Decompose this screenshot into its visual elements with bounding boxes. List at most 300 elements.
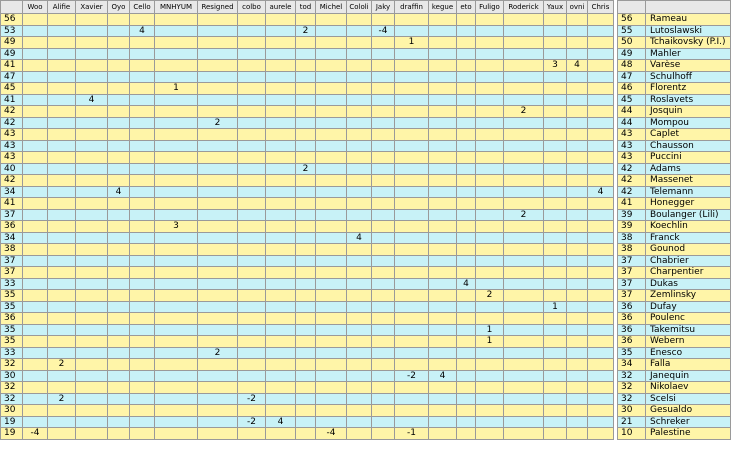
vote-cell — [48, 290, 76, 302]
vote-cell — [588, 428, 614, 440]
vote-cell — [48, 255, 76, 267]
vote-cell — [76, 209, 108, 221]
vote-cell — [372, 428, 395, 440]
vote-cell — [567, 301, 588, 313]
ranking-row — [618, 163, 731, 175]
vote-cell — [23, 405, 48, 417]
total-score-cell: 42 — [618, 186, 646, 198]
vote-cell — [347, 175, 372, 187]
vote-cell — [76, 359, 108, 371]
vote-cell — [429, 267, 457, 279]
vote-cell — [23, 198, 48, 210]
vote-cell — [588, 359, 614, 371]
vote-cell — [395, 129, 429, 141]
vote-cell — [347, 244, 372, 256]
vote-cell — [108, 37, 130, 49]
vote-cell — [266, 106, 296, 118]
vote-cell — [130, 14, 155, 26]
base-score-cell: 30 — [1, 405, 23, 417]
composer-name-cell: Dukas — [646, 278, 731, 290]
vote-cell — [155, 60, 198, 72]
vote-cell — [130, 209, 155, 221]
base-score-cell: 33 — [1, 347, 23, 359]
composer-name-cell: Lutoslawski — [646, 25, 731, 37]
vote-cell — [238, 313, 266, 325]
vote-cell — [238, 324, 266, 336]
vote-cell — [76, 71, 108, 83]
vote-cell — [372, 209, 395, 221]
vote-cell — [544, 255, 567, 267]
column-header: aurele — [266, 1, 296, 14]
ranking-row — [618, 301, 731, 313]
vote-cell — [76, 416, 108, 428]
vote-cell — [588, 209, 614, 221]
vote-cell — [316, 48, 347, 60]
vote-cell — [48, 129, 76, 141]
vote-cell — [130, 37, 155, 49]
vote-cell — [567, 163, 588, 175]
vote-cell — [395, 25, 429, 37]
total-score-cell: 21 — [618, 416, 646, 428]
vote-cell — [130, 290, 155, 302]
vote-cell: 2 — [48, 393, 76, 405]
vote-cell — [155, 244, 198, 256]
table-row — [1, 405, 614, 417]
vote-cell — [504, 25, 544, 37]
table-row — [1, 221, 614, 233]
vote-cell — [130, 186, 155, 198]
header-corner — [1, 1, 23, 14]
vote-cell — [266, 255, 296, 267]
vote-cell — [130, 198, 155, 210]
vote-cell — [130, 117, 155, 129]
vote-cell — [544, 405, 567, 417]
vote-cell — [395, 60, 429, 72]
vote-cell — [198, 278, 238, 290]
vote-cell — [372, 48, 395, 60]
vote-cell — [457, 209, 476, 221]
vote-cell — [296, 117, 316, 129]
table-row — [1, 359, 614, 371]
composer-name-cell: Mahler — [646, 48, 731, 60]
vote-cell — [198, 71, 238, 83]
vote-cell — [316, 313, 347, 325]
vote-cell — [429, 106, 457, 118]
vote-cell — [457, 267, 476, 279]
vote-cell — [347, 37, 372, 49]
vote-cell — [296, 83, 316, 95]
vote-cell — [108, 71, 130, 83]
composer-name-cell: Varèse — [646, 60, 731, 72]
vote-cell — [198, 106, 238, 118]
vote-cell — [296, 290, 316, 302]
vote-cell — [23, 255, 48, 267]
vote-cell — [567, 324, 588, 336]
vote-cell — [544, 290, 567, 302]
vote-cell — [544, 106, 567, 118]
vote-cell — [108, 25, 130, 37]
vote-cell — [372, 117, 395, 129]
vote-cell — [504, 370, 544, 382]
composer-name-cell: Schreker — [646, 416, 731, 428]
vote-cell — [544, 359, 567, 371]
vote-cell — [395, 106, 429, 118]
vote-cell — [76, 313, 108, 325]
base-score-cell: 35 — [1, 324, 23, 336]
base-score-cell: 42 — [1, 117, 23, 129]
vote-cell — [347, 106, 372, 118]
vote-cell: 1 — [395, 37, 429, 49]
vote-cell: -2 — [395, 370, 429, 382]
table-row — [1, 324, 614, 336]
vote-cell — [296, 405, 316, 417]
base-score-cell: 43 — [1, 140, 23, 152]
vote-cell — [567, 48, 588, 60]
vote-cell — [588, 37, 614, 49]
vote-cell — [588, 290, 614, 302]
vote-cell — [108, 106, 130, 118]
vote-cell — [130, 48, 155, 60]
table-row — [1, 428, 614, 440]
vote-cell — [476, 244, 504, 256]
vote-cell — [316, 255, 347, 267]
vote-cell — [266, 37, 296, 49]
table-row — [1, 106, 614, 118]
vote-cell — [347, 336, 372, 348]
vote-cell — [76, 117, 108, 129]
vote-cell — [347, 313, 372, 325]
base-score-cell: 42 — [1, 175, 23, 187]
vote-cell — [504, 244, 544, 256]
vote-cell — [48, 416, 76, 428]
total-score-cell: 36 — [618, 324, 646, 336]
vote-cell — [457, 25, 476, 37]
vote-cell — [316, 14, 347, 26]
vote-cell — [544, 221, 567, 233]
vote-cell — [198, 129, 238, 141]
vote-cell — [108, 94, 130, 106]
vote-cell — [372, 129, 395, 141]
vote-cell — [429, 152, 457, 164]
vote-cell — [238, 198, 266, 210]
vote-cell — [567, 94, 588, 106]
vote-cell — [588, 152, 614, 164]
table-row — [1, 278, 614, 290]
vote-cell — [504, 267, 544, 279]
vote-cell — [429, 255, 457, 267]
composer-name-cell: Koechlin — [646, 221, 731, 233]
vote-cell: 2 — [198, 347, 238, 359]
vote-cell — [266, 267, 296, 279]
vote-cell — [429, 232, 457, 244]
vote-cell — [347, 117, 372, 129]
vote-cell — [266, 382, 296, 394]
vote-cell — [266, 140, 296, 152]
ranking-row — [618, 255, 731, 267]
composer-name-cell: Rameau — [646, 14, 731, 26]
vote-cell — [476, 370, 504, 382]
ranking-row — [618, 370, 731, 382]
column-header: Cello — [130, 1, 155, 14]
vote-cell — [238, 175, 266, 187]
vote-cell — [296, 301, 316, 313]
vote-cell — [457, 428, 476, 440]
vote-cell — [130, 140, 155, 152]
vote-cell — [395, 117, 429, 129]
vote-cell — [155, 14, 198, 26]
vote-cell — [296, 14, 316, 26]
vote-cell — [296, 129, 316, 141]
vote-cell — [130, 94, 155, 106]
vote-cell — [266, 405, 296, 417]
vote-cell — [316, 71, 347, 83]
vote-cell — [429, 175, 457, 187]
vote-cell — [155, 25, 198, 37]
ranking-row — [618, 106, 731, 118]
vote-cell — [567, 14, 588, 26]
vote-cell — [296, 347, 316, 359]
vote-cell: -4 — [316, 428, 347, 440]
vote-cell — [23, 209, 48, 221]
composer-name-cell: Franck — [646, 232, 731, 244]
table-row — [1, 48, 614, 60]
vote-cell — [76, 186, 108, 198]
vote-cell — [238, 106, 266, 118]
composer-name-cell: Josquin — [646, 106, 731, 118]
base-score-cell: 33 — [1, 278, 23, 290]
vote-cell — [457, 393, 476, 405]
vote-cell — [476, 393, 504, 405]
vote-cell — [372, 244, 395, 256]
vote-cell — [238, 25, 266, 37]
vote-cell — [296, 94, 316, 106]
base-score-cell: 42 — [1, 106, 23, 118]
vote-cell — [23, 278, 48, 290]
vote-cell — [429, 301, 457, 313]
ranking-header-cell — [618, 1, 646, 14]
vote-cell — [316, 416, 347, 428]
vote-cell — [76, 232, 108, 244]
vote-cell — [476, 71, 504, 83]
vote-cell — [588, 198, 614, 210]
base-score-cell: 37 — [1, 267, 23, 279]
vote-cell — [23, 370, 48, 382]
vote-cell — [567, 140, 588, 152]
vote-cell — [155, 48, 198, 60]
vote-cell: 2 — [476, 290, 504, 302]
vote-cell — [544, 163, 567, 175]
vote-cell — [48, 94, 76, 106]
vote-cell — [476, 313, 504, 325]
base-score-cell: 49 — [1, 37, 23, 49]
vote-cell — [296, 37, 316, 49]
ranking-row — [618, 278, 731, 290]
vote-cell — [372, 232, 395, 244]
vote-cell — [347, 60, 372, 72]
vote-cell: 3 — [155, 221, 198, 233]
composer-name-cell: Caplet — [646, 129, 731, 141]
base-score-cell: 43 — [1, 129, 23, 141]
vote-cell — [504, 129, 544, 141]
vote-cell — [23, 117, 48, 129]
vote-cell — [198, 152, 238, 164]
vote-cell — [76, 382, 108, 394]
vote-cell — [23, 60, 48, 72]
vote-cell — [429, 336, 457, 348]
composer-name-cell: Roslavets — [646, 94, 731, 106]
vote-cell — [155, 336, 198, 348]
vote-cell — [48, 198, 76, 210]
vote-cell — [429, 313, 457, 325]
vote-cell — [266, 198, 296, 210]
vote-cell — [48, 267, 76, 279]
vote-cell — [372, 71, 395, 83]
vote-cell — [372, 106, 395, 118]
vote-cell: 2 — [504, 106, 544, 118]
vote-cell — [429, 209, 457, 221]
vote-cell — [429, 14, 457, 26]
vote-cell: 2 — [296, 25, 316, 37]
vote-cell — [238, 301, 266, 313]
vote-cell — [347, 324, 372, 336]
vote-cell — [23, 129, 48, 141]
vote-cell — [76, 336, 108, 348]
column-header: Cololi — [347, 1, 372, 14]
composer-name-cell: Falla — [646, 359, 731, 371]
ranking-row — [618, 221, 731, 233]
vote-cell — [316, 244, 347, 256]
vote-cell — [372, 163, 395, 175]
vote-cell — [48, 209, 76, 221]
vote-cell — [130, 336, 155, 348]
vote-cell: 2 — [48, 359, 76, 371]
vote-cell — [23, 71, 48, 83]
vote-cell — [296, 416, 316, 428]
vote-cell — [395, 382, 429, 394]
table-row — [1, 175, 614, 187]
vote-cell — [504, 117, 544, 129]
vote-cell — [316, 336, 347, 348]
composer-name-cell: Florentz — [646, 83, 731, 95]
vote-cell — [372, 14, 395, 26]
vote-cell — [476, 175, 504, 187]
base-score-cell: 36 — [1, 313, 23, 325]
table-row — [1, 255, 614, 267]
vote-cell — [296, 393, 316, 405]
vote-cell — [76, 129, 108, 141]
vote-cell — [347, 209, 372, 221]
vote-cell — [372, 83, 395, 95]
vote-cell — [108, 14, 130, 26]
vote-cell — [429, 48, 457, 60]
vote-cell — [296, 209, 316, 221]
vote-cell — [48, 382, 76, 394]
base-score-cell: 47 — [1, 71, 23, 83]
total-score-cell: 49 — [618, 48, 646, 60]
ranking-row — [618, 336, 731, 348]
vote-cell — [476, 152, 504, 164]
vote-cell — [155, 140, 198, 152]
vote-cell — [198, 255, 238, 267]
vote-cell — [108, 175, 130, 187]
vote-cell — [155, 301, 198, 313]
vote-cell — [198, 405, 238, 417]
total-score-cell: 34 — [618, 359, 646, 371]
vote-cell — [198, 140, 238, 152]
vote-cell — [198, 232, 238, 244]
vote-cell — [76, 278, 108, 290]
vote-cell — [198, 324, 238, 336]
vote-cell — [316, 301, 347, 313]
table-row — [1, 232, 614, 244]
total-score-cell: 32 — [618, 370, 646, 382]
vote-cell — [347, 428, 372, 440]
vote-cell — [457, 232, 476, 244]
vote-cell — [266, 232, 296, 244]
vote-cell — [429, 71, 457, 83]
vote-cell — [155, 37, 198, 49]
ranking-row — [618, 416, 731, 428]
vote-cell — [108, 163, 130, 175]
column-header: eto — [457, 1, 476, 14]
base-score-cell: 41 — [1, 198, 23, 210]
vote-cell — [588, 175, 614, 187]
vote-cell — [588, 416, 614, 428]
vote-cell — [567, 267, 588, 279]
vote-cell — [296, 267, 316, 279]
vote-cell — [48, 163, 76, 175]
total-score-cell: 36 — [618, 313, 646, 325]
composer-name-cell: Puccini — [646, 152, 731, 164]
vote-cell — [457, 94, 476, 106]
vote-cell — [76, 221, 108, 233]
vote-cell — [457, 106, 476, 118]
vote-cell — [155, 324, 198, 336]
vote-cell — [155, 186, 198, 198]
column-header: tod — [296, 1, 316, 14]
total-score-cell: 35 — [618, 347, 646, 359]
base-score-cell: 32 — [1, 359, 23, 371]
total-score-cell: 38 — [618, 244, 646, 256]
vote-cell — [544, 209, 567, 221]
vote-cell — [198, 290, 238, 302]
vote-cell — [48, 405, 76, 417]
base-score-cell: 35 — [1, 336, 23, 348]
vote-cell — [130, 393, 155, 405]
vote-cell — [347, 382, 372, 394]
vote-cell — [457, 117, 476, 129]
ranking-row — [618, 347, 731, 359]
vote-cell: 1 — [476, 336, 504, 348]
vote-cell — [476, 83, 504, 95]
vote-cell — [155, 232, 198, 244]
vote-cell — [266, 221, 296, 233]
vote-cell — [544, 129, 567, 141]
vote-cell — [76, 152, 108, 164]
ranking-row — [618, 83, 731, 95]
vote-cell: 4 — [429, 370, 457, 382]
vote-cell — [316, 129, 347, 141]
vote-cell — [347, 71, 372, 83]
total-score-cell: 37 — [618, 267, 646, 279]
composer-name-cell: Chabrier — [646, 255, 731, 267]
vote-cell — [457, 301, 476, 313]
vote-cell — [238, 71, 266, 83]
vote-cell — [266, 186, 296, 198]
vote-cell — [155, 163, 198, 175]
vote-cell — [504, 71, 544, 83]
vote-cell — [76, 244, 108, 256]
